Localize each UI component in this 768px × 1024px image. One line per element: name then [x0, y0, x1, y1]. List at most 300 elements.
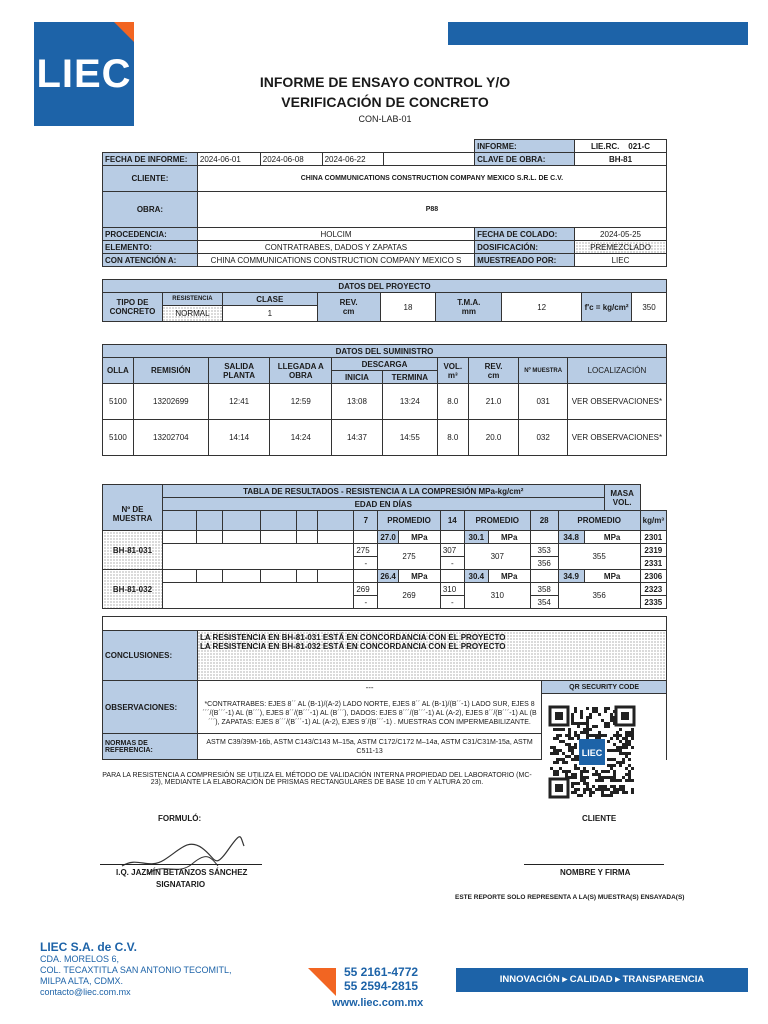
- qr-module: [610, 749, 613, 752]
- qr-module: [619, 749, 622, 752]
- qr-module: [607, 776, 610, 779]
- qr-module: [589, 728, 592, 731]
- footer-phone-2: 55 2594-2815: [344, 979, 419, 993]
- qr-module: [616, 737, 619, 740]
- qr-module: [613, 785, 616, 788]
- qr-module: [613, 764, 616, 767]
- qr-module: [568, 749, 571, 752]
- clase-value: 1: [222, 306, 317, 322]
- elemento-label: ELEMENTO:: [103, 241, 198, 254]
- qr-module: [622, 758, 625, 761]
- qr-module: [628, 773, 631, 776]
- proyecto-table: [102, 279, 667, 322]
- qr-module: [616, 791, 619, 794]
- col-rev: REV. cm: [468, 358, 519, 384]
- qr-logo: LIEC: [581, 748, 603, 758]
- qr-module: [625, 734, 628, 737]
- qr-module: [598, 779, 601, 782]
- resultados-muestra-corner: [103, 485, 163, 498]
- qr-module: [595, 710, 598, 713]
- qr-module: [598, 788, 601, 791]
- qr-module: [604, 707, 607, 710]
- col-inicia: INICIA: [332, 371, 383, 384]
- col-llegada: LLEGADA A OBRA: [270, 358, 332, 384]
- qr-module: [613, 758, 616, 761]
- qr-module: [571, 749, 574, 752]
- qr-module: [556, 761, 559, 764]
- conclusiones-label: CONCLUSIONES:: [103, 631, 198, 681]
- qr-module: [619, 788, 622, 791]
- cell-salida: 12:41: [208, 384, 270, 420]
- obra-value: P88: [197, 192, 666, 228]
- footer-addr-3: MILPA ALTA, CDMX.: [40, 976, 124, 986]
- normas-label: NORMAS DE REFERENCIA:: [103, 734, 198, 760]
- qr-module: [595, 788, 598, 791]
- qr-module: [610, 713, 613, 716]
- logo-text: LIEC: [36, 52, 132, 96]
- qr-module: [631, 779, 634, 782]
- qr-module: [628, 758, 631, 761]
- qr-module: [592, 785, 595, 788]
- qr-module: [589, 713, 592, 716]
- footer-addr-2: COL. TECAXTITLA SAN ANTONIO TECOMITL,: [40, 965, 232, 975]
- qr-module: [613, 773, 616, 776]
- qr-module: [571, 773, 574, 776]
- cell-remision: 13202704: [133, 420, 208, 456]
- qr-module: [610, 719, 613, 722]
- qr-module: [607, 794, 610, 797]
- procedencia-value: HOLCIM: [197, 228, 474, 241]
- qr-module: [577, 782, 580, 785]
- qr-module: [568, 734, 571, 737]
- qr-module: [625, 752, 628, 755]
- promedio-14-label: PROMEDIO: [464, 511, 530, 531]
- qr-module: [622, 761, 625, 764]
- qr-module: [619, 734, 622, 737]
- qr-module: [619, 779, 622, 782]
- qr-module: [571, 746, 574, 749]
- qr-module: [583, 728, 586, 731]
- qr-module: [616, 734, 619, 737]
- qr-module: [595, 707, 598, 710]
- tipo-concreto-label: TIPO DE CONCRETO: [103, 293, 163, 322]
- mpa28-unit: MPa: [584, 570, 640, 583]
- resultados-table: [102, 484, 667, 609]
- qr-module: [568, 737, 571, 740]
- qr-module: [601, 719, 604, 722]
- dash7-032: -: [354, 596, 378, 609]
- qr-module: [607, 749, 610, 752]
- qr-module: [577, 725, 580, 728]
- masa-031-1: 2301: [640, 531, 666, 544]
- qr-module: [628, 740, 631, 743]
- fecha-2: 2024-06-08: [260, 153, 322, 166]
- obra-label: OBRA:: [103, 192, 198, 228]
- mpa7-031: 27.0: [378, 531, 399, 544]
- qr-module: [565, 743, 568, 746]
- mpa14-unit: MPa: [488, 531, 530, 544]
- elemento-value: CONTRATRABES, DADOS Y ZAPATAS: [197, 241, 474, 254]
- qr-module: [571, 713, 574, 716]
- qr-module: [568, 746, 571, 749]
- qr-module: [628, 752, 631, 755]
- qr-module: [574, 710, 577, 713]
- qr-module: [562, 770, 565, 773]
- qr-module: [592, 734, 595, 737]
- qr-module: [574, 767, 577, 770]
- qr-module: [583, 722, 586, 725]
- qr-module: [553, 770, 556, 773]
- prom28-031: 355: [558, 544, 640, 570]
- qr-module: [586, 734, 589, 737]
- cell-termina: 13:24: [382, 384, 437, 420]
- val14-031: 307: [440, 544, 464, 557]
- footer-email: contacto@liec.com.mx: [40, 987, 131, 997]
- qr-module: [559, 734, 562, 737]
- qr-module: [553, 752, 556, 755]
- qr-module: [622, 737, 625, 740]
- footer-website[interactable]: www.liec.com.mx: [332, 997, 424, 1009]
- qr-module: [586, 728, 589, 731]
- report-title-line2: VERIFICACIÓN DE CONCRETO: [281, 94, 489, 110]
- prom28-032: 356: [558, 583, 640, 609]
- qr-module: [574, 782, 577, 785]
- qr-module: [553, 737, 556, 740]
- cell-vol: 8.0: [437, 420, 468, 456]
- qr-module: [568, 755, 571, 758]
- info-table: [102, 139, 667, 267]
- qr-module: [577, 734, 580, 737]
- resistencia-value: NORMAL: [162, 306, 222, 322]
- signature-line-cliente: [524, 864, 664, 865]
- resultados-title: TABLA DE RESULTADOS - RESISTENCIA A LA COMPRESIÓN MPa-kg/cm²: [162, 485, 604, 498]
- qr-module: [580, 770, 583, 773]
- footer-company: LIEC S.A. de C.V.: [40, 940, 137, 954]
- mpa7-032: 26.4: [378, 570, 399, 583]
- mpa28-031: 34.8: [558, 531, 584, 544]
- qr-module: [574, 758, 577, 761]
- qr-module: [592, 791, 595, 794]
- qr-module: [625, 740, 628, 743]
- qr-module: [568, 728, 571, 731]
- qr-module: [625, 767, 628, 770]
- qr-module: [562, 752, 565, 755]
- qr-module: [553, 749, 556, 752]
- masa-031-2: 2319: [640, 544, 666, 557]
- qr-module: [604, 770, 607, 773]
- fc-value: 350: [632, 293, 667, 322]
- qr-module: [610, 716, 613, 719]
- qr-module: [568, 743, 571, 746]
- qr-module: [631, 767, 634, 770]
- suministro-title: DATOS DEL SUMINISTRO: [103, 345, 667, 358]
- observaciones-label: OBSERVACIONES:: [103, 681, 198, 734]
- observaciones-dashes: ---: [197, 681, 541, 694]
- qr-module: [604, 710, 607, 713]
- atencion-label: CON ATENCIÓN A:: [103, 254, 198, 267]
- qr-module: [565, 770, 568, 773]
- qr-module: [625, 746, 628, 749]
- qr-module: [604, 785, 607, 788]
- cell-localizacion: VER OBSERVACIONES*: [567, 384, 666, 420]
- qr-module: [577, 767, 580, 770]
- muestreado-value: LIEC: [575, 254, 667, 267]
- qr-module: [565, 773, 568, 776]
- resistencia-label: RESISTENCIA: [162, 293, 222, 306]
- qr-module: [607, 758, 610, 761]
- muestra-id-031: BH-81-031: [103, 531, 163, 570]
- qr-module: [601, 779, 604, 782]
- qr-module: [580, 731, 583, 734]
- qr-module: [622, 746, 625, 749]
- qr-module: [583, 770, 586, 773]
- qr-module: [556, 752, 559, 755]
- signatario-role: SIGNATARIO: [156, 880, 206, 889]
- qr-module: [586, 725, 589, 728]
- masa-vol-label: MASA VOL.: [604, 485, 640, 511]
- col-remision: REMISIÓN: [133, 358, 208, 384]
- qr-module: [619, 746, 622, 749]
- logo-corner-accent: [114, 22, 134, 42]
- cell-muestra: 031: [519, 384, 567, 420]
- cliente-label: CLIENTE: [582, 814, 617, 823]
- edad-28: 28: [530, 511, 558, 531]
- qr-module: [619, 761, 622, 764]
- observaciones-text: *CONTRATRABES: EJES 8´´ AL (B-1)/(A-2) LADO NORTE, EJES 8´´ AL (B-1)/(B´´-1) LADO SUR, EJES 8´´´/(B´´´-1) AL (B´´´), EJES 8´´/(B´´´-1) AL (B´´´), DADOS: EJES 8´´´/(B´´´-1) AL (A-2), EJES 8´´/(B´´´-1) AL (B´´´), ZAPATAS: EJES 8´´´/(B´´´-1) AL (A-2), EJES 9´/(B´´´-1) . MUESTRAS CON IMPERMEABILIZANTE.: [197, 694, 541, 734]
- clave-obra-label: CLAVE DE OBRA:: [475, 153, 575, 166]
- col-localizacion: LOCALIZACIÓN: [567, 358, 666, 384]
- qr-module: [631, 734, 634, 737]
- qr-module: [622, 785, 625, 788]
- mpa7-unit: MPa: [398, 531, 440, 544]
- qr-module: [568, 770, 571, 773]
- mpa14-unit: MPa: [488, 570, 530, 583]
- cell-rev: 21.0: [468, 384, 519, 420]
- report-title-line1: INFORME DE ENSAYO CONTROL Y/O: [259, 74, 511, 90]
- suministro-table: [102, 344, 667, 456]
- normas-text: ASTM C39/39M-16b, ASTM C143/C143 M–15a, ASTM C172/C172 M–14a, ASTM C31/C31M-15a, ASTM C511-13: [197, 734, 541, 760]
- footer-banner: INNOVACIÓN ▸ CALIDAD ▸ TRANSPARENCIA: [456, 968, 748, 992]
- mpa14-032: 30.4: [464, 570, 488, 583]
- cell-inicia: 13:08: [332, 384, 383, 420]
- qr-module: [613, 776, 616, 779]
- dosificacion-value: PREMEZCLADO: [575, 241, 667, 254]
- qr-module: [619, 764, 622, 767]
- qr-module: [613, 749, 616, 752]
- tma-value: 12: [502, 293, 582, 322]
- qr-module: [607, 788, 610, 791]
- fecha-informe-label: FECHA DE INFORME:: [103, 153, 198, 166]
- masa-032-3: 2335: [640, 596, 666, 609]
- atencion-value: CHINA COMMUNICATIONS CONSTRUCTION COMPANY MEXICO S: [197, 254, 474, 267]
- edad-7: 7: [354, 511, 378, 531]
- qr-module: [571, 776, 574, 779]
- mpa28-unit: MPa: [584, 531, 640, 544]
- qr-module: [601, 791, 604, 794]
- fecha-1: 2024-06-01: [197, 153, 260, 166]
- qr-label: QR SECURITY CODE: [542, 681, 667, 694]
- qr-module: [628, 779, 631, 782]
- qr-module: [562, 761, 565, 764]
- qr-module: [589, 794, 592, 797]
- cell-salida: 14:14: [208, 420, 270, 456]
- clave-obra-value: BH-81: [575, 153, 667, 166]
- qr-module: [574, 791, 577, 794]
- masa-unit: kg/m³: [640, 511, 666, 531]
- qr-module: [571, 752, 574, 755]
- qr-module: [550, 746, 553, 749]
- qr-module: [592, 725, 595, 728]
- qr-module: [610, 779, 613, 782]
- dosificacion-label: DOSIFICACIÓN:: [475, 241, 575, 254]
- qr-module: [631, 728, 634, 731]
- qr-module: [604, 776, 607, 779]
- qr-module: [574, 788, 577, 791]
- qr-module: [571, 791, 574, 794]
- qr-module: [625, 731, 628, 734]
- mpa7-unit: MPa: [398, 570, 440, 583]
- qr-module: [586, 722, 589, 725]
- qr-module: [595, 773, 598, 776]
- qr-module: [595, 779, 598, 782]
- qr-module: [586, 782, 589, 785]
- qr-module: [583, 788, 586, 791]
- promedio-7-label: PROMEDIO: [378, 511, 441, 531]
- qr-module: [622, 752, 625, 755]
- qr-module: [571, 719, 574, 722]
- qr-module: [601, 785, 604, 788]
- qr-module: [631, 791, 634, 794]
- qr-module: [610, 785, 613, 788]
- cell-localizacion: VER OBSERVACIONES*: [567, 420, 666, 456]
- fecha-colado-value: 2024-05-25: [575, 228, 667, 241]
- cell-olla: 5100: [103, 420, 134, 456]
- qr-module: [556, 770, 559, 773]
- qr-module: [574, 731, 577, 734]
- qr-module: [598, 734, 601, 737]
- qr-module: [574, 734, 577, 737]
- qr-module: [586, 707, 589, 710]
- col-muestra: Nº MUESTRA: [519, 358, 567, 384]
- footer-phone-1: 55 2161-4772: [344, 965, 419, 979]
- conclusion-line-2: LA RESISTENCIA EN BH-81-032 ESTÁ EN CONCORDANCIA CON EL PROYECTO: [199, 642, 506, 651]
- rev-label: REV. cm: [317, 293, 380, 322]
- qr-module: [607, 725, 610, 728]
- qr-module: [556, 749, 559, 752]
- qr-module: [577, 794, 580, 797]
- val7-032: 269: [354, 583, 378, 596]
- qr-module: [613, 779, 616, 782]
- liec-logo: [34, 22, 134, 126]
- cell-muestra: 032: [519, 420, 567, 456]
- qr-module: [619, 785, 622, 788]
- qr-module: [592, 710, 595, 713]
- qr-module: [550, 752, 553, 755]
- qr-module: [598, 785, 601, 788]
- qr-module: [622, 791, 625, 794]
- conclusion-line-1: LA RESISTENCIA EN BH-81-031 ESTÁ EN CONCORDANCIA CON EL PROYECTO: [199, 633, 506, 642]
- qr-module: [580, 776, 583, 779]
- qr-module: [619, 752, 622, 755]
- col-termina: TERMINA: [382, 371, 437, 384]
- val28b-032: 354: [530, 596, 558, 609]
- qr-module: [559, 758, 562, 761]
- footer-phones: [344, 965, 418, 993]
- informe-label: INFORME:: [475, 140, 575, 153]
- qr-module: [574, 755, 577, 758]
- qr-module: [628, 734, 631, 737]
- cell-remision: 13202699: [133, 384, 208, 420]
- qr-module: [562, 740, 565, 743]
- qr-module: [601, 794, 604, 797]
- qr-module: [583, 731, 586, 734]
- qr-module: [586, 731, 589, 734]
- qr-module: [556, 758, 559, 761]
- qr-module: [559, 728, 562, 731]
- qr-module: [559, 749, 562, 752]
- qr-module: [580, 779, 583, 782]
- signatario-name: I.Q. JAZMÍN BETANZOS SÁNCHEZ: [116, 868, 248, 877]
- qr-module: [580, 710, 583, 713]
- qr-module: [610, 758, 613, 761]
- val28a-032: 358: [530, 583, 558, 596]
- qr-module: [580, 794, 583, 797]
- cell-inicia: 14:37: [332, 420, 383, 456]
- qr-module: [622, 743, 625, 746]
- qr-module: [589, 716, 592, 719]
- qr-module: [625, 773, 628, 776]
- informe-number: LIE.RC. 021-C: [575, 140, 667, 153]
- qr-module: [607, 740, 610, 743]
- qr-module: [616, 746, 619, 749]
- dash14-032: -: [440, 596, 464, 609]
- qr-module: [577, 722, 580, 725]
- qr-module: [583, 767, 586, 770]
- qr-module: [625, 737, 628, 740]
- prom14-031: 307: [464, 544, 530, 570]
- qr-module: [598, 713, 601, 716]
- qr-module: [556, 734, 559, 737]
- fecha-colado-label: FECHA DE COLADO:: [475, 228, 575, 241]
- muestra-id-032: BH-81-032: [103, 570, 163, 609]
- qr-module: [580, 716, 583, 719]
- qr-module: [610, 764, 613, 767]
- qr-module: [610, 776, 613, 779]
- qr-module: [613, 734, 616, 737]
- qr-module: [553, 773, 556, 776]
- qr-module: [607, 707, 610, 710]
- cell-llegada: 14:24: [270, 420, 332, 456]
- qr-module: [553, 728, 556, 731]
- qr-module: [583, 791, 586, 794]
- masa-032-2: 2323: [640, 583, 666, 596]
- qr-module: [610, 794, 613, 797]
- col-vol: VOL. m³: [437, 358, 468, 384]
- qr-module: [574, 773, 577, 776]
- qr-module: [631, 737, 634, 740]
- qr-module: [589, 788, 592, 791]
- qr-module: [631, 731, 634, 734]
- qr-module: [616, 779, 619, 782]
- fc-label: f'c = kg/cm²: [582, 293, 632, 322]
- qr-module: [616, 731, 619, 734]
- qr-module: [556, 737, 559, 740]
- table-row: [103, 384, 667, 420]
- qr-module: [586, 785, 589, 788]
- qr-module: [562, 728, 565, 731]
- edad-label: EDAD EN DÍAS: [162, 498, 604, 511]
- val28b-031: 356: [530, 557, 558, 570]
